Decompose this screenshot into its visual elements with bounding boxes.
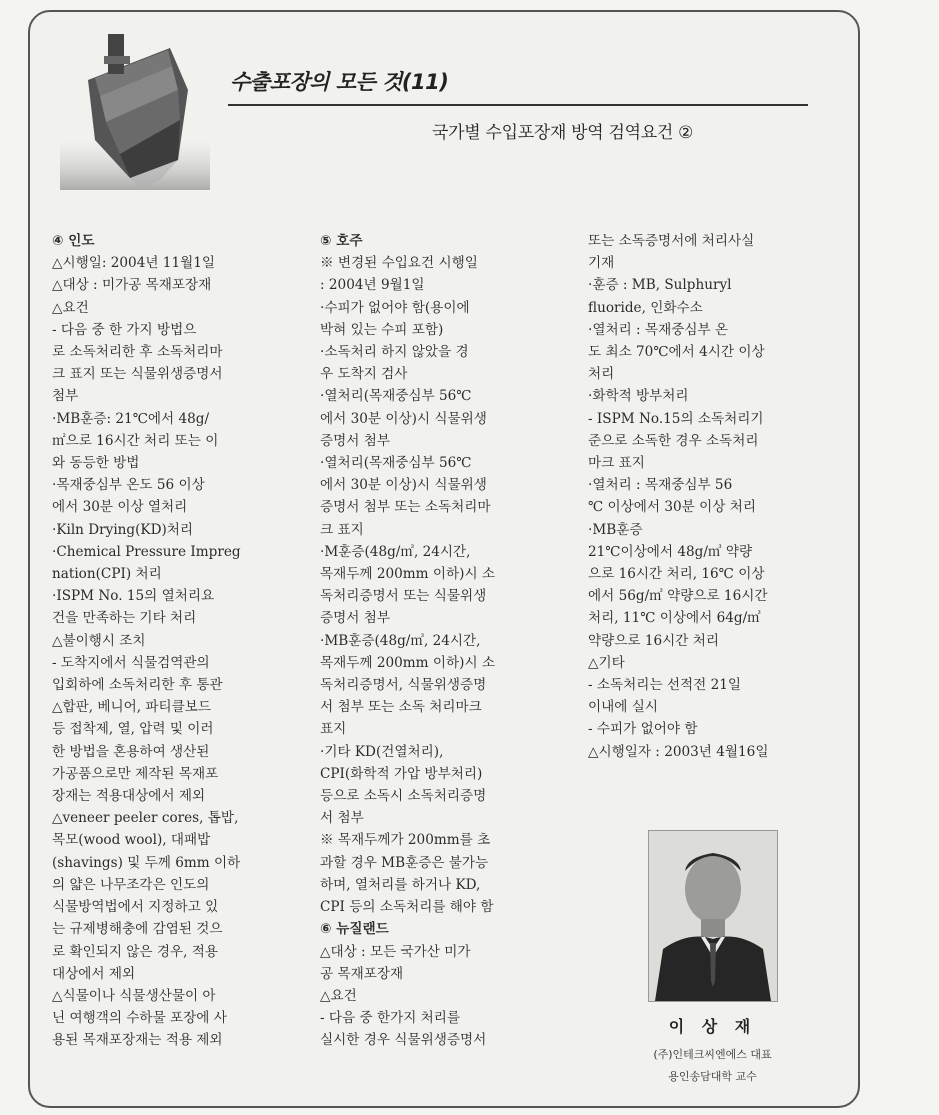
article-text-line: ·Chemical Pressure Impreg [52,543,241,560]
article-text-line: 크 표지 또는 식물위생증명서 [52,366,223,383]
article-text-line: - 다음 중 한가지 처리를 [320,1010,461,1027]
section-heading: ④ 인도 [52,233,95,249]
article-text-line: 하며, 열처리를 하거나 KD, [320,876,481,893]
article-text-line: 처리 [588,366,615,383]
article-text-line: 에서 30분 이상)시 식물위생 [320,477,487,494]
article-text-line: 는 규제병해충에 감염된 것으 [52,921,223,938]
article-text-line: ㎡으로 16시간 처리 또는 이 [52,432,219,449]
article-text-line: ·열처리(목재중심부 56℃ [320,388,472,405]
section-heading: ⑤ 호주 [320,233,363,249]
article-text-line: 기재 [588,255,615,272]
article-text-line: - ISPM No.15의 소독처리기 [588,410,764,427]
article-text-line: 식물방역법에서 지정하고 있 [52,899,219,916]
article-text-line: ·기타 KD(건열처리), [320,743,444,760]
article-text-line: 목재두께 200mm 이하)시 소 [320,654,496,671]
article-subtitle: 국가별 수입포장재 방역 검역요건 ② [432,123,694,143]
article-text-line: 과할 경우 MB훈증은 불가능 [320,854,489,871]
article-text-line: 첨부 [52,388,79,405]
article-text-line: 이내에 실시 [588,699,658,716]
article-text-line: △시행일자 : 2003년 4월16일 [588,743,769,760]
article-text-line: ·M훈증(48g/㎥, 24시간, [320,543,471,560]
article-text-line: △불이행시 조치 [52,632,146,649]
article-text-line: △시행일: 2004년 11월1일 [52,255,216,272]
article-text-line: △요건 [320,987,357,1004]
text-column-1 [52,230,284,1052]
series-title: 수출포장의 모든 것(11) [230,70,449,94]
article-text-line: - 수피가 없어야 함 [588,721,698,738]
article-text-line: △대상 : 미가공 목재포장재 [52,277,212,294]
article-text-line: ·MB훈증(48g/㎥, 24시간, [320,632,481,649]
article-text-line: 서 첨부 [320,810,364,827]
article-text-line: 으로 16시간 처리, 16℃ 이상 [588,566,765,583]
article-text-line: ·MB훈증 [588,521,643,538]
text-column-3 [588,230,820,763]
article-text-line: 등으로 소독시 소독처리증명 [320,788,487,805]
article-text-line: : 2004년 9월1일 [320,277,425,294]
article-text-line: 도 최소 70℃에서 4시간 이상 [588,344,765,361]
article-text-line: ·훈증 : MB, Sulphuryl [588,277,732,294]
article-text-line: 크 표지 [320,521,364,538]
article-text-line: 닌 여행객의 수하물 포장에 사 [52,1010,227,1027]
article-text-line: ※ 목재두께가 200mm를 초 [320,832,491,849]
article-text-line: 21℃이상에서 48g/㎥ 약량 [588,543,753,560]
article-text-line: ·열처리 : 목재중심부 온 [588,321,729,338]
article-text-line: 박혀 있는 수피 포함) [320,321,444,338]
article-text-line: 등 접착제, 열, 압력 및 이러 [52,721,214,738]
article-text-line: (shavings) 및 두께 6mm 이하 [52,854,241,871]
article-text-line: 한 방법을 혼용하여 생산된 [52,743,210,760]
article-text-line: 약량으로 16시간 처리 [588,632,719,649]
author-name: 이 상 재 [668,1017,757,1036]
article-text-line: 로 확인되지 않은 경우, 적용 [52,943,219,960]
article-text-line: 건을 만족하는 기타 처리 [52,610,197,627]
article-text-line: - 도착지에서 식물검역관의 [52,654,210,671]
article-text-line: △요건 [52,299,89,316]
article-text-line: 우 도착지 검사 [320,366,408,383]
article-text-line: ·열처리(목재중심부 56℃ [320,455,472,472]
article-text-line: CPI(화학적 가압 방부처리) [320,765,483,782]
article-text-line: 실시한 경우 식물위생증명서 [320,1032,487,1049]
article-text-line: 표지 [320,721,347,738]
article-text-line: 의 얇은 나무조각은 인도의 [52,876,210,893]
article-text-line: - 다음 중 한 가지 방법으 [52,321,197,338]
article-text-line: 증명서 첨부 또는 소독처리마 [320,499,491,516]
article-text-line: ℃ 이상에서 30분 이상 처리 [588,499,756,516]
article-text-line: 또는 소독증명서에 처리사실 [588,233,755,249]
article-text-line: 준으로 소독한 경우 소독처리 [588,432,759,449]
article-text-line: 증명서 첨부 [320,610,390,627]
container-ship-illustration [60,20,210,190]
article-text-line: 목재두께 200mm 이하)시 소 [320,566,496,583]
article-text-line: ※ 변경된 수입요건 시행일 [320,255,478,272]
article-text-line: ·소독처리 하지 않았을 경 [320,344,469,361]
article-text-line: △기타 [588,654,625,671]
article-text-line: ·수피가 없어야 함(용이에 [320,299,470,316]
article-text-line: △대상 : 모든 국가산 미가 [320,943,471,960]
title-rule [228,104,808,106]
article-text-line: ·목재중심부 온도 56 이상 [52,477,205,494]
article-text-line: 독처리증명서 또는 식물위생 [320,588,487,605]
article-text-line: △식물이나 식물생산물이 아 [52,987,216,1004]
text-column-2 [320,230,552,1052]
article-text-line: 용된 목재포장재는 적용 제외 [52,1032,223,1049]
article-text-line: ·ISPM No. 15의 열처리요 [52,588,215,605]
article-text-line: nation(CPI) 처리 [52,566,162,583]
article-text-line: 증명서 첨부 [320,432,390,449]
article-text-line: CPI 등의 소독처리를 해야 함 [320,899,494,916]
article-text-line: 입회하에 소독처리한 후 통관 [52,677,223,694]
article-text-line: - 소독처리는 선적전 21일 [588,677,742,694]
article-text-line: ·열처리 : 목재중심부 56 [588,477,733,494]
article-text-line: 목모(wood wool), 대패밥 [52,832,211,849]
article-text-line: △합판, 베니어, 파티클보드 [52,699,212,716]
author-photo [648,830,778,1002]
article-text-line: 로 소독처리한 후 소독처리마 [52,344,223,361]
article-text-line: ·Kiln Drying(KD)처리 [52,521,194,538]
article-text-line: 마크 표지 [588,455,645,472]
article-text-line: 처리, 11℃ 이상에서 64g/㎥ [588,610,761,627]
article-text-line: 와 동등한 방법 [52,455,140,472]
article-text-line: 장재는 적용대상에서 제외 [52,788,206,805]
article-text-line: 에서 56g/㎥ 약량으로 16시간 [588,588,768,605]
author-position: (주)인테크씨엔에스 대표 [653,1048,772,1061]
section-heading: ⑥ 뉴질랜드 [320,921,389,938]
article-text-line: 독처리증명서, 식물위생증명 [320,677,487,694]
article-text-line: fluoride, 인화수소 [588,299,703,316]
author-affiliation: 용인송담대학 교수 [668,1070,757,1083]
article-text-line: 에서 30분 이상)시 식물위생 [320,410,487,427]
article-text-line: ·화학적 방부처리 [588,388,689,405]
article-text-line: 에서 30분 이상 열처리 [52,499,188,516]
article-text-line: 공 목재포장재 [320,965,404,982]
article-text-line: △veneer peeler cores, 톱밥, [52,810,239,827]
article-text-line: ·MB훈증: 21℃에서 48g/ [52,410,210,427]
article-text-line: 대상에서 제외 [52,965,136,982]
article-text-line: 서 첨부 또는 소독 처리마크 [320,699,482,716]
article-text-line: 가공품으로만 제작된 목재포 [52,765,219,782]
